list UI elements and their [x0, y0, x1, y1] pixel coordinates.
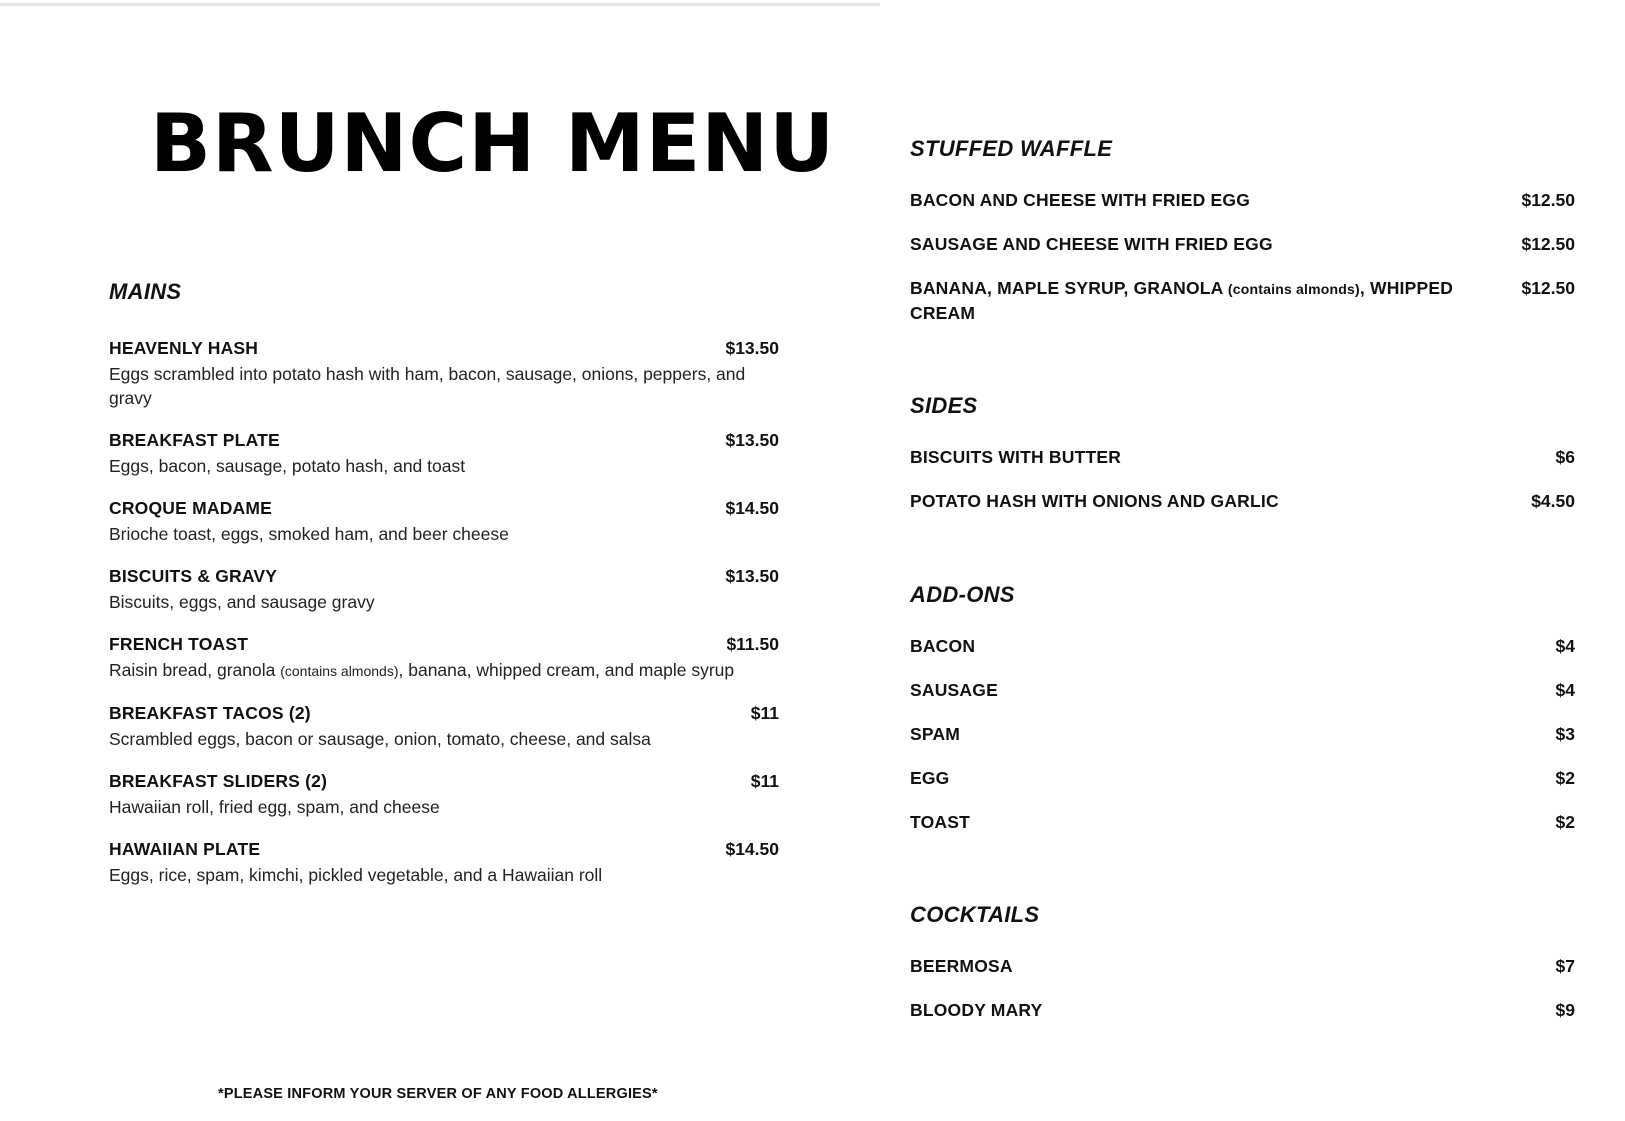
section-heading-add-ons: ADD-ONS	[910, 582, 1015, 607]
item-price: $13.50	[725, 430, 779, 450]
item-price: $14.50	[725, 498, 779, 518]
add-ons-list	[910, 634, 1575, 854]
item-description: Biscuits, eggs, and sausage gravy	[109, 592, 375, 612]
menu-item	[910, 489, 1575, 513]
item-name: EGG	[910, 768, 950, 788]
sides-list	[910, 445, 1575, 533]
item-price: $11	[750, 703, 779, 723]
item-name: SPAM	[910, 724, 961, 744]
allergy-notice: *PLEASE INFORM YOUR SERVER OF ANY FOOD ALLERGIES*	[218, 1086, 658, 1102]
item-name: SAUSAGE	[910, 680, 998, 700]
menu-item	[910, 810, 1575, 834]
menu-item	[910, 722, 1575, 746]
item-description-text: , banana, whipped cream, and maple syrup	[398, 660, 735, 680]
item-price: $12.50	[1521, 278, 1575, 298]
item-name-text: , WHIPPED CREAM	[910, 278, 1454, 323]
item-price: $6	[1555, 447, 1575, 467]
item-price: $2	[1555, 768, 1575, 788]
allergen-note: (contains almonds)	[1227, 281, 1360, 297]
menu-item	[910, 634, 1575, 658]
menu-item	[109, 839, 779, 887]
stuffed-waffle-list	[910, 188, 1575, 345]
menu-item	[109, 771, 779, 819]
item-description: Eggs, bacon, sausage, potato hash, and toast	[109, 456, 466, 476]
menu-item	[109, 703, 779, 751]
item-description: Scrambled eggs, bacon or sausage, onion, tomato, cheese, and salsa	[109, 729, 651, 749]
item-price: $2	[1555, 812, 1575, 832]
menu-item	[109, 634, 779, 683]
item-price: $12.50	[1521, 234, 1575, 254]
item-name: HEAVENLY HASH	[109, 338, 259, 358]
page-title: BRUNCH MENU	[150, 97, 836, 190]
item-name: BACON	[910, 636, 976, 656]
item-price: $12.50	[1521, 190, 1575, 210]
menu-item	[109, 430, 779, 478]
item-name: BREAKFAST TACOS (2)	[109, 703, 311, 723]
item-description: Eggs scrambled into potato hash with ham, bacon, sausage, onions, peppers, and gravy	[109, 364, 746, 408]
mains-list	[109, 338, 779, 907]
menu-item	[910, 998, 1575, 1022]
item-description: Hawaiian roll, fried egg, spam, and cheese	[109, 797, 440, 817]
section-heading-mains: MAINS	[109, 279, 182, 304]
section-heading-sides: SIDES	[910, 393, 978, 418]
item-price: $11.50	[726, 634, 779, 654]
section-heading-stuffed-waffle: STUFFED WAFFLE	[910, 136, 1113, 161]
cocktails-list	[910, 954, 1575, 1042]
item-price: $14.50	[725, 839, 779, 859]
item-name: POTATO HASH WITH ONIONS AND GARLIC	[910, 491, 1279, 511]
item-name: BISCUITS WITH BUTTER	[910, 447, 1122, 467]
menu-item	[109, 498, 779, 546]
item-price: $13.50	[725, 338, 779, 358]
menu-item	[109, 338, 779, 410]
item-name: HAWAIIAN PLATE	[109, 839, 261, 859]
menu-item	[910, 954, 1575, 978]
item-name: SAUSAGE AND CHEESE WITH FRIED EGG	[910, 234, 1273, 254]
item-price: $13.50	[725, 566, 779, 586]
menu-item	[910, 678, 1575, 702]
item-price: $9	[1555, 1000, 1575, 1020]
item-price: $7	[1555, 956, 1575, 976]
item-description: Brioche toast, eggs, smoked ham, and beer cheese	[109, 524, 509, 544]
item-price: $3	[1555, 724, 1575, 744]
item-name: CROQUE MADAME	[109, 498, 273, 518]
menu-item	[910, 232, 1575, 256]
item-description	[109, 658, 759, 683]
item-name: BACON AND CHEESE WITH FRIED EGG	[910, 190, 1251, 210]
item-price: $4	[1555, 636, 1575, 656]
item-description: Eggs, rice, spam, kimchi, pickled vegetable, and a Hawaiian roll	[109, 865, 603, 885]
item-name: BREAKFAST SLIDERS (2)	[109, 771, 328, 791]
section-heading-cocktails: COCKTAILS	[910, 902, 1040, 927]
top-divider	[0, 3, 880, 6]
menu-item	[910, 276, 1575, 325]
item-name: BREAKFAST PLATE	[109, 430, 280, 450]
allergen-note: (contains almonds)	[280, 663, 399, 679]
item-name	[910, 276, 1490, 325]
item-name-text: BANANA, MAPLE SYRUP, GRANOLA	[910, 278, 1228, 298]
item-price: $4.50	[1531, 491, 1575, 511]
item-price: $11	[750, 771, 779, 791]
menu-item	[109, 566, 779, 614]
item-name: FRENCH TOAST	[109, 634, 249, 654]
menu-item	[910, 445, 1575, 469]
item-name: TOAST	[910, 812, 970, 832]
item-name: BISCUITS & GRAVY	[109, 566, 278, 586]
menu-item	[910, 188, 1575, 212]
item-description-text: Raisin bread, granola	[109, 660, 281, 680]
right-column	[910, 0, 1575, 1121]
item-name: BLOODY MARY	[910, 1000, 1043, 1020]
menu-item	[910, 766, 1575, 790]
item-name: BEERMOSA	[910, 956, 1013, 976]
item-price: $4	[1555, 680, 1575, 700]
